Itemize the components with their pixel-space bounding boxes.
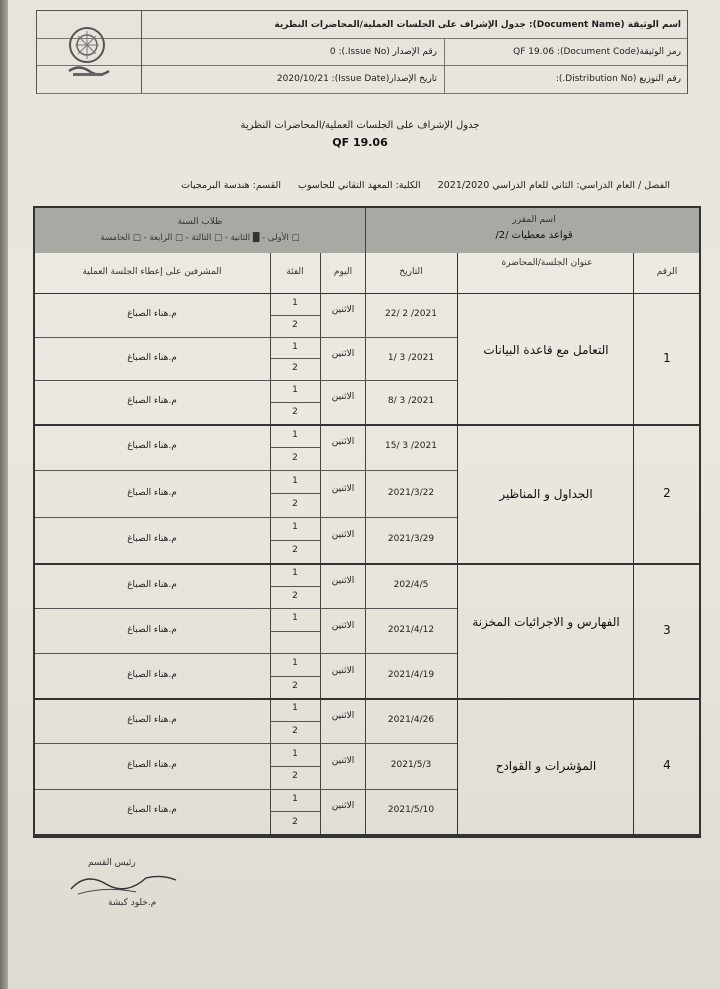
session-supervisor: م.هناء الصباغ — [127, 308, 177, 319]
course-label: اسم المقرر — [512, 215, 556, 225]
session-supervisor: م.هناء الصباغ — [127, 396, 177, 407]
course-header — [35, 208, 699, 254]
session-group-2: 2 — [292, 452, 298, 463]
session-group-1: 1 — [292, 748, 298, 759]
group-topic: الفهارس و الاجرائيات المخزنة — [472, 614, 620, 629]
table-column-headers — [35, 253, 699, 294]
department: القسم: هندسة البرمجيات — [181, 180, 281, 191]
col-date: التاريخ — [399, 267, 423, 277]
session-supervisor: م.هناء الصباغ — [127, 533, 177, 544]
session-date: 2021/3/29 — [387, 533, 435, 544]
session-day: الاثنين — [331, 620, 355, 631]
session-group-2: 2 — [292, 363, 298, 374]
group-number: 2 — [663, 485, 671, 500]
session-day: الاثنين — [331, 437, 355, 448]
session-group-1: 1 — [292, 385, 298, 396]
session-supervisor: م.هناء الصباغ — [127, 760, 177, 770]
session-date: 202/4/5 — [393, 579, 429, 590]
page-title: جدول الإشراف على الجلسات العملية/المحاضرات النظرية — [240, 120, 480, 131]
head-label: رئيس القسم — [88, 858, 136, 868]
session-date: 2021/ 3 /1 — [387, 352, 435, 363]
distribution-no: رقم التوزيع (Distribution No.): — [555, 74, 681, 84]
college: الكلية: المعهد التقاني للحاسوب — [298, 180, 421, 191]
session-group-1: 1 — [292, 794, 298, 804]
session-group-2: 2 — [292, 319, 298, 330]
meta-line — [167, 180, 670, 191]
session-day: الاثنين — [331, 392, 355, 403]
session-day: الاثنين — [331, 756, 355, 766]
session-date: 2021/4/19 — [387, 669, 435, 680]
session-group-1: 1 — [292, 341, 298, 352]
col-group: الفئة — [286, 267, 304, 277]
session-group-2: 2 — [292, 499, 298, 510]
col-title: عنوان الجلسة/المحاضرة — [501, 258, 593, 268]
session-supervisor: م.هناء الصباغ — [127, 579, 177, 590]
issue-no: رقم الإصدار (Issue No.): 0 — [329, 46, 437, 57]
session-date: 2021/5/10 — [387, 805, 435, 816]
session-date: 2021/ 3 /8 — [387, 396, 435, 407]
session-group-2: 2 — [292, 816, 298, 827]
session-group-1: 1 — [292, 429, 298, 440]
col-no: الرقم — [656, 267, 678, 277]
group-number: 1 — [663, 350, 671, 365]
issue-date: تاريخ الإصدار(Issue Date): 2020/10/21 — [276, 74, 437, 84]
head-name: م.خلود كبشة — [108, 898, 157, 908]
col-supervisors: المشرفين على إعطاء الجلسة العملية — [82, 267, 222, 277]
session-group-2: 2 — [292, 545, 298, 556]
logo-emblem-icon — [59, 21, 119, 83]
session-date: 2021/4/12 — [387, 624, 435, 635]
session-supervisor: م.هناء الصباغ — [127, 624, 177, 635]
session-group-2: 2 — [292, 771, 298, 782]
session-supervisor: م.هناء الصباغ — [127, 714, 177, 725]
document-header — [36, 10, 688, 94]
session-day: الاثنين — [331, 710, 355, 721]
session-group-1: 1 — [292, 297, 298, 308]
semester: الفصل / العام الدراسي: الثاني للعام الدراسي 2021/2020 — [437, 180, 670, 191]
group-topic: المؤشرات و القوادح — [495, 759, 597, 773]
session-supervisor: م.هناء الصباغ — [127, 352, 177, 363]
session-group-2: 2 — [292, 590, 298, 601]
session-day: الاثنين — [331, 348, 355, 359]
doc-name: اسم الوثيقة (Document Name): جدول الإشراف على الجلسات العملية/المحاضرات النظرية — [274, 19, 681, 30]
schedule-table — [33, 206, 701, 838]
group-topic: الجداول و المناظير — [499, 486, 593, 501]
session-day: الاثنين — [331, 665, 355, 676]
group-topic: التعامل مع قاعدة البيانات — [483, 342, 609, 357]
session-supervisor: م.هناء الصباغ — [127, 669, 177, 680]
session-date: 2021/4/26 — [387, 714, 435, 725]
signature-scribble — [66, 864, 186, 900]
session-date: 2021/ 3 /15 — [385, 441, 437, 452]
session-group-2: 2 — [292, 726, 298, 736]
session-group-2: 2 — [292, 680, 298, 691]
session-supervisor: م.هناء الصباغ — [127, 487, 177, 498]
session-day: الاثنين — [331, 575, 355, 586]
year-options: □ الأولى - █ الثانية - □ الثالثة - □ الرابعة - □ الخامسة — [100, 233, 300, 243]
session-group-2: 2 — [292, 407, 298, 418]
course-name: قواعد معطيات /2/ — [495, 230, 573, 241]
session-group-1: 1 — [292, 522, 298, 533]
session-supervisor: م.هناء الصباغ — [127, 441, 177, 452]
session-day: الاثنين — [331, 529, 355, 540]
session-group-1: 1 — [292, 613, 298, 624]
group-number: 4 — [663, 758, 671, 772]
session-day: الاثنين — [331, 801, 355, 812]
session-group-1: 1 — [292, 703, 298, 714]
university-logo — [37, 11, 142, 93]
session-date: 2021/3/22 — [387, 487, 435, 498]
year-label: طلاب السنة — [177, 217, 223, 227]
session-date: 2021/5/3 — [390, 760, 432, 770]
session-day: الاثنين — [331, 304, 355, 315]
session-group-1: 1 — [292, 475, 298, 486]
session-supervisor: م.هناء الصباغ — [127, 805, 177, 816]
session-day: الاثنين — [331, 483, 355, 494]
group-number: 3 — [663, 622, 671, 637]
doc-code: رمز الوثيقة(Document Code): QF 19.06 — [513, 46, 681, 57]
page-code: QF 19.06 — [332, 136, 388, 149]
session-group-1: 1 — [292, 658, 298, 669]
session-date: 2021/ 2 /22 — [385, 308, 437, 319]
session-group-1: 1 — [292, 568, 298, 579]
col-day: اليوم — [333, 267, 353, 277]
